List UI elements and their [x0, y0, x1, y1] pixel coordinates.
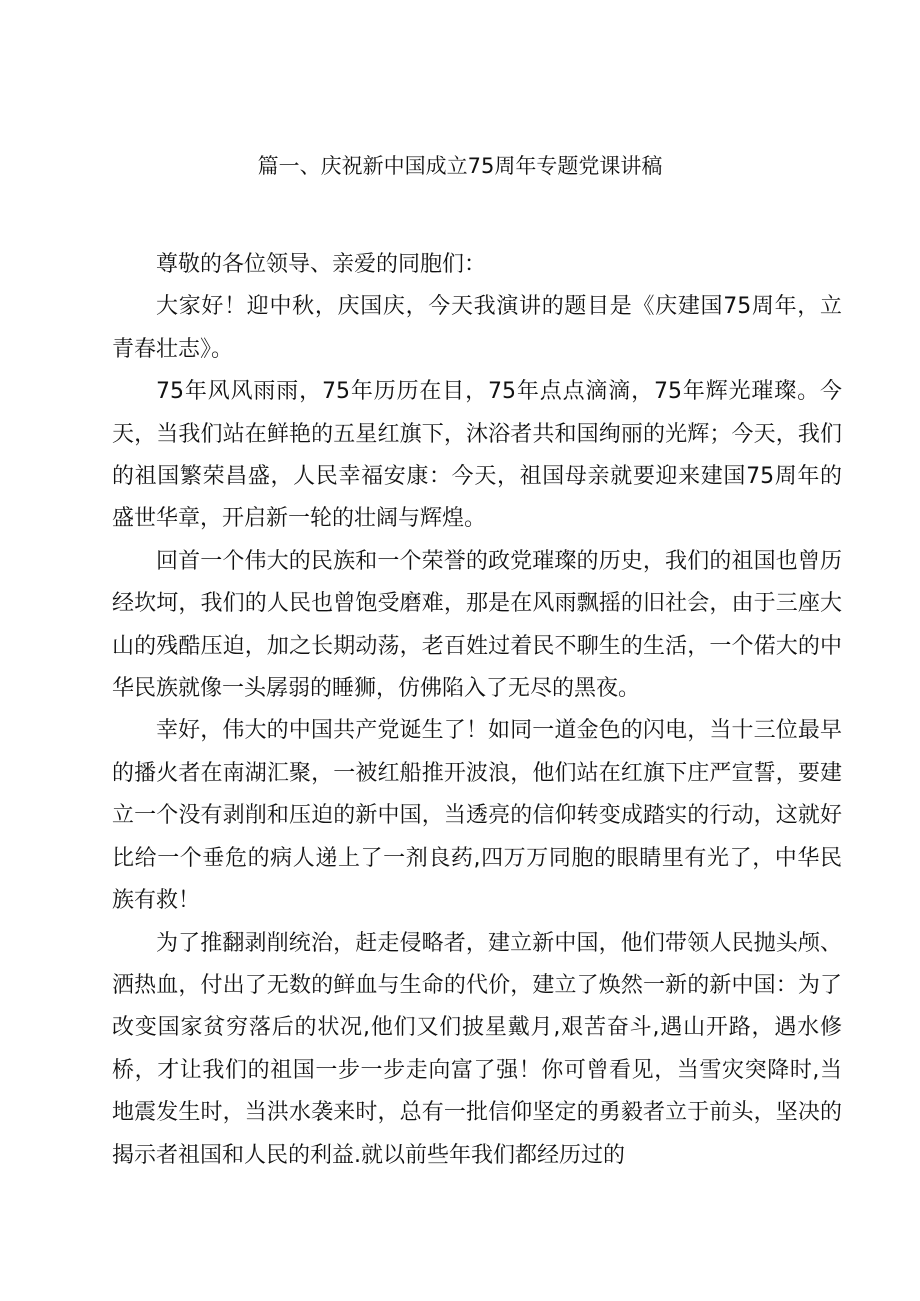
salutation-paragraph: 尊敬的各位领导、亲爱的同胞们： — [156, 252, 487, 277]
document-body — [112, 244, 842, 1177]
party-founding-paragraph: 幸好，伟大的中国共产党诞生了！如同一道金色的闪电，当十三位最早的播火者在南湖汇聚，一被红船推开波浪，他们站在红旗下庄严宣誓，要建立一个没有剥削和压迫的新中国，当透亮的信仰转变成踏实的行动，这就好比给一个垂危的病人递上了一剂良药,四万万同胞的眼睛里有光了，中华民族有救！ — [112, 718, 842, 914]
anniversary-paragraph: 75年风风雨雨，75年历历在目，75年点点滴滴，75年辉光璀璨。今天，当我们站在鲜艳的五星红旗下，沐浴者共和国绚丽的光辉；今天，我们的祖国繁荣昌盛，人民幸福安康：今天，祖国母亲就要迎来建国75周年的盛世华章，开启新一轮的壮阔与辉煌。 — [112, 379, 842, 532]
struggle-paragraph: 为了推翻剥削统治，赶走侵略者，建立新中国，他们带领人民抛头颅、洒热血，付出了无数的鲜血与生命的代价，建立了焕然一新的新中国：为了改变国家贫穷落后的状况,他们又们披星戴月,艰苦奋斗,遇山开路，遇水修桥，才让我们的祖国一步一步走向富了强！你可曾看见，当雪灾突降时,当地震发生时，当洪水袭来时，总有一批信仰坚定的勇毅者立于前头，坚决的揭示者祖国和人民的利益.就以前些年我们都经历过的 — [112, 930, 842, 1168]
greeting-paragraph: 大家好！迎中秋，庆国庆，今天我演讲的题目是《庆建国75周年，立青春壮志》。 — [112, 294, 842, 362]
history-paragraph: 回首一个伟大的民族和一个荣誉的政党璀璨的历史，我们的祖国也曾历经坎坷，我们的人民也曾饱受磨难，那是在风雨飘摇的旧社会，由于三座大山的残酷压迫，加之长期动荡，老百姓过着民不聊生的生活，一个偌大的中华民族就像一头孱弱的睡狮，仿佛陷入了无尽的黑夜。 — [112, 548, 842, 702]
document-title: 篇一、庆祝新中国成立75周年专题党课讲稿 — [257, 154, 663, 178]
